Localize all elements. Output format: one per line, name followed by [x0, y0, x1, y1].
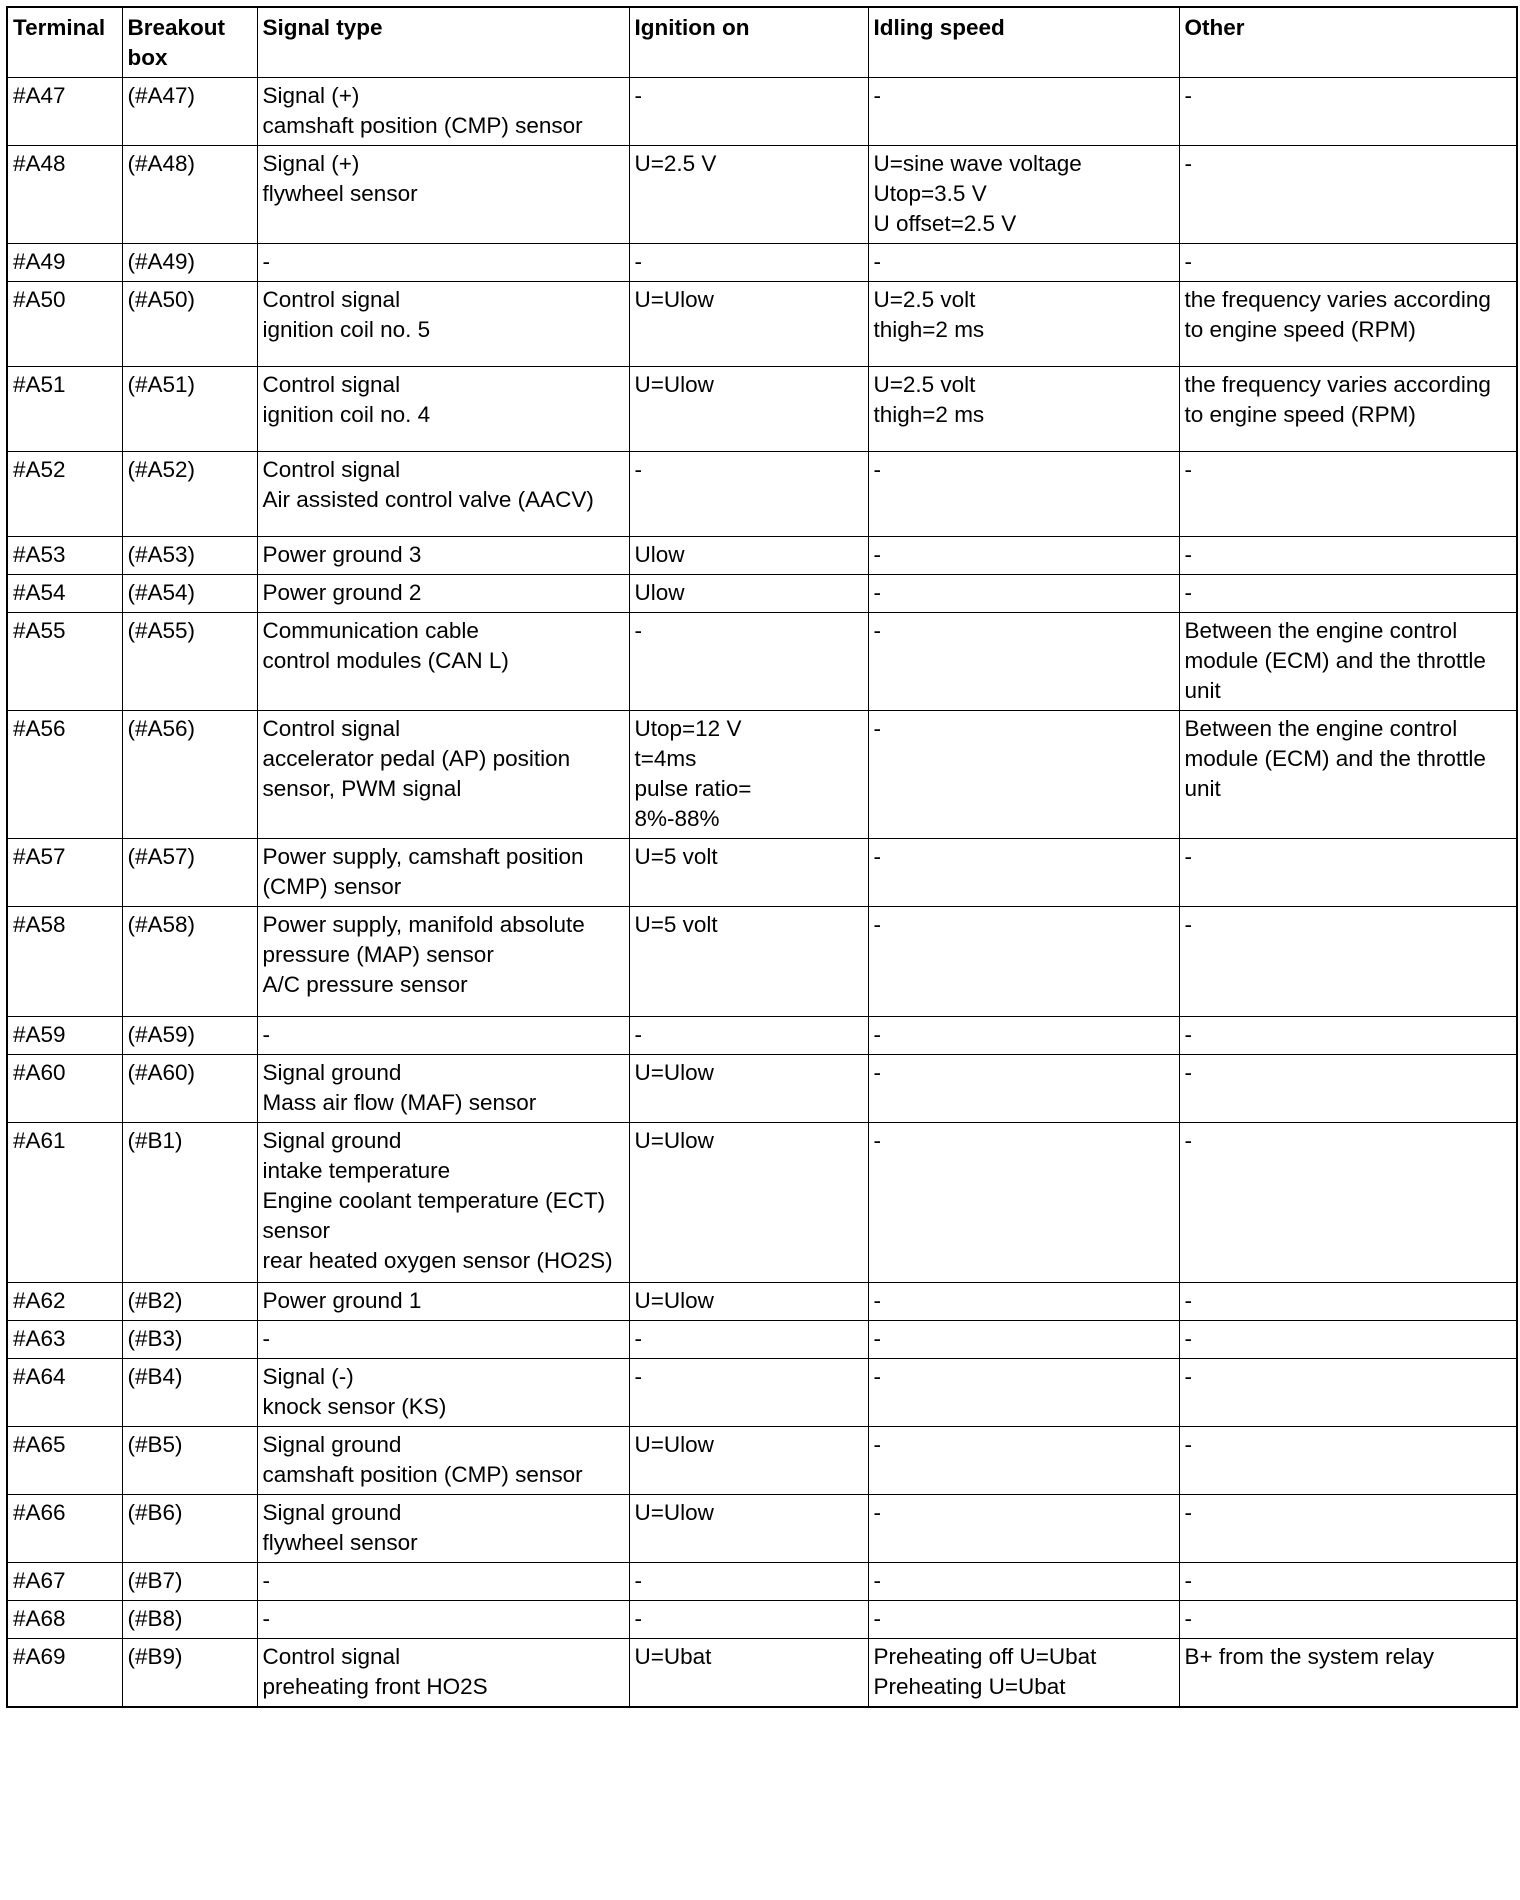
ignition-on-cell: -: [629, 244, 868, 282]
idling-speed-cell: -: [868, 452, 1179, 537]
signal-type-cell: Signal ground intake temperature Engine coolant temperature (ECT) sensor rear heated oxygen sensor (HO2S): [257, 1123, 629, 1283]
terminal-cell: #A50: [7, 282, 122, 367]
signal-type-cell: Control signal ignition coil no. 4: [257, 367, 629, 452]
terminal-table-sheet: [6, 6, 1518, 1708]
signal-type-cell: Power supply, manifold absolute pressure (MAP) sensor A/C pressure sensor: [257, 907, 629, 1017]
ignition-on-cell: U=Ulow: [629, 1055, 868, 1123]
terminal-cell: #A53: [7, 537, 122, 575]
idling-speed-cell: -: [868, 575, 1179, 613]
terminal-cell: #A48: [7, 146, 122, 244]
ignition-on-cell: U=Ulow: [629, 282, 868, 367]
table-row: [7, 78, 1517, 146]
signal-type-cell: -: [257, 1321, 629, 1359]
signal-type-cell: Control signal preheating front HO2S: [257, 1639, 629, 1708]
ignition-on-cell: -: [629, 1601, 868, 1639]
signal-type-cell: -: [257, 1017, 629, 1055]
other-cell: -: [1179, 1563, 1517, 1601]
idling-speed-cell: -: [868, 1123, 1179, 1283]
breakout-box-cell: (#B7): [122, 1563, 257, 1601]
breakout-box-cell: (#A56): [122, 711, 257, 839]
idling-speed-cell: -: [868, 613, 1179, 711]
idling-speed-cell: -: [868, 537, 1179, 575]
ignition-on-cell: -: [629, 1563, 868, 1601]
signal-type-cell: Signal ground Mass air flow (MAF) sensor: [257, 1055, 629, 1123]
breakout-box-cell: (#A58): [122, 907, 257, 1017]
terminal-cell: #A51: [7, 367, 122, 452]
other-cell: -: [1179, 537, 1517, 575]
table-row: [7, 1359, 1517, 1427]
other-cell: -: [1179, 1495, 1517, 1563]
header-signal-type: Signal type: [257, 7, 629, 78]
table-row: [7, 1495, 1517, 1563]
other-cell: -: [1179, 78, 1517, 146]
table-row: [7, 282, 1517, 367]
breakout-box-cell: (#B8): [122, 1601, 257, 1639]
other-cell: B+ from the system relay: [1179, 1639, 1517, 1708]
other-cell: -: [1179, 1283, 1517, 1321]
terminal-cell: #A60: [7, 1055, 122, 1123]
terminal-cell: #A62: [7, 1283, 122, 1321]
signal-type-cell: Control signal accelerator pedal (AP) position sensor, PWM signal: [257, 711, 629, 839]
idling-speed-cell: -: [868, 1017, 1179, 1055]
terminal-cell: #A49: [7, 244, 122, 282]
table-row: [7, 1017, 1517, 1055]
signal-type-cell: Power supply, camshaft position (CMP) sensor: [257, 839, 629, 907]
idling-speed-cell: -: [868, 839, 1179, 907]
breakout-box-cell: (#A47): [122, 78, 257, 146]
breakout-box-cell: (#B3): [122, 1321, 257, 1359]
idling-speed-cell: -: [868, 1283, 1179, 1321]
table-row: [7, 537, 1517, 575]
signal-type-cell: Control signal Air assisted control valve (AACV): [257, 452, 629, 537]
table-row: [7, 367, 1517, 452]
other-cell: -: [1179, 839, 1517, 907]
other-cell: -: [1179, 575, 1517, 613]
table-row: [7, 1321, 1517, 1359]
idling-speed-cell: -: [868, 1563, 1179, 1601]
terminal-cell: #A56: [7, 711, 122, 839]
idling-speed-cell: -: [868, 711, 1179, 839]
breakout-box-cell: (#B1): [122, 1123, 257, 1283]
table-row: [7, 1055, 1517, 1123]
other-cell: -: [1179, 1055, 1517, 1123]
idling-speed-cell: -: [868, 244, 1179, 282]
idling-speed-cell: -: [868, 907, 1179, 1017]
ignition-on-cell: -: [629, 452, 868, 537]
other-cell: -: [1179, 1427, 1517, 1495]
table-row: [7, 1563, 1517, 1601]
table-row: [7, 452, 1517, 537]
terminal-cell: #A64: [7, 1359, 122, 1427]
terminal-cell: #A52: [7, 452, 122, 537]
idling-speed-cell: U=2.5 volt thigh=2 ms: [868, 367, 1179, 452]
header-ignition-on: Ignition on: [629, 7, 868, 78]
table-row: [7, 1123, 1517, 1283]
breakout-box-cell: (#A48): [122, 146, 257, 244]
terminal-cell: #A57: [7, 839, 122, 907]
other-cell: Between the engine control module (ECM) and the throttle unit: [1179, 613, 1517, 711]
ignition-on-cell: U=Ulow: [629, 1283, 868, 1321]
breakout-box-cell: (#A60): [122, 1055, 257, 1123]
idling-speed-cell: -: [868, 1359, 1179, 1427]
breakout-box-cell: (#B9): [122, 1639, 257, 1708]
terminal-cell: #A58: [7, 907, 122, 1017]
ignition-on-cell: U=5 volt: [629, 839, 868, 907]
terminal-cell: #A67: [7, 1563, 122, 1601]
other-cell: -: [1179, 1123, 1517, 1283]
signal-type-cell: Power ground 1: [257, 1283, 629, 1321]
idling-speed-cell: -: [868, 1601, 1179, 1639]
ignition-on-cell: U=2.5 V: [629, 146, 868, 244]
signal-type-cell: Communication cable control modules (CAN L): [257, 613, 629, 711]
terminal-cell: #A69: [7, 1639, 122, 1708]
other-cell: the frequency varies according to engine speed (RPM): [1179, 367, 1517, 452]
terminal-cell: #A68: [7, 1601, 122, 1639]
table-row: [7, 613, 1517, 711]
terminal-cell: #A63: [7, 1321, 122, 1359]
terminal-cell: #A55: [7, 613, 122, 711]
breakout-box-cell: (#A50): [122, 282, 257, 367]
ignition-on-cell: U=Ulow: [629, 1427, 868, 1495]
idling-speed-cell: -: [868, 78, 1179, 146]
signal-type-cell: Signal (+) flywheel sensor: [257, 146, 629, 244]
terminal-cell: #A66: [7, 1495, 122, 1563]
idling-speed-cell: -: [868, 1321, 1179, 1359]
table-row: [7, 839, 1517, 907]
idling-speed-cell: -: [868, 1495, 1179, 1563]
terminal-cell: #A47: [7, 78, 122, 146]
terminal-cell: #A54: [7, 575, 122, 613]
ignition-on-cell: U=Ulow: [629, 1123, 868, 1283]
signal-type-cell: Signal (+) camshaft position (CMP) sensor: [257, 78, 629, 146]
ignition-on-cell: -: [629, 1359, 868, 1427]
table-row: [7, 1639, 1517, 1708]
other-cell: -: [1179, 244, 1517, 282]
other-cell: -: [1179, 1601, 1517, 1639]
terminal-cell: #A61: [7, 1123, 122, 1283]
signal-type-cell: Power ground 3: [257, 537, 629, 575]
terminal-cell: #A65: [7, 1427, 122, 1495]
breakout-box-cell: (#B6): [122, 1495, 257, 1563]
ignition-on-cell: U=5 volt: [629, 907, 868, 1017]
table-row: [7, 575, 1517, 613]
idling-speed-cell: U=2.5 volt thigh=2 ms: [868, 282, 1179, 367]
breakout-box-cell: (#A54): [122, 575, 257, 613]
table-row: [7, 1601, 1517, 1639]
ignition-on-cell: Ulow: [629, 537, 868, 575]
signal-type-cell: Control signal ignition coil no. 5: [257, 282, 629, 367]
header-idling-speed: Idling speed: [868, 7, 1179, 78]
ignition-on-cell: Utop=12 V t=4ms pulse ratio= 8%-88%: [629, 711, 868, 839]
breakout-box-cell: (#B4): [122, 1359, 257, 1427]
ignition-on-cell: U=Ulow: [629, 1495, 868, 1563]
other-cell: -: [1179, 907, 1517, 1017]
signal-type-cell: Signal ground camshaft position (CMP) sensor: [257, 1427, 629, 1495]
ignition-on-cell: U=Ulow: [629, 367, 868, 452]
header-terminal: Terminal: [7, 7, 122, 78]
terminal-cell: #A59: [7, 1017, 122, 1055]
other-cell: -: [1179, 146, 1517, 244]
idling-speed-cell: Preheating off U=Ubat Preheating U=Ubat: [868, 1639, 1179, 1708]
breakout-box-cell: (#A51): [122, 367, 257, 452]
ignition-on-cell: -: [629, 1017, 868, 1055]
table-row: [7, 907, 1517, 1017]
ignition-on-cell: U=Ubat: [629, 1639, 868, 1708]
other-cell: -: [1179, 452, 1517, 537]
breakout-box-cell: (#A57): [122, 839, 257, 907]
idling-speed-cell: -: [868, 1427, 1179, 1495]
idling-speed-cell: -: [868, 1055, 1179, 1123]
ignition-on-cell: -: [629, 1321, 868, 1359]
breakout-box-cell: (#A55): [122, 613, 257, 711]
header-breakout-box: Breakout box: [122, 7, 257, 78]
other-cell: Between the engine control module (ECM) and the throttle unit: [1179, 711, 1517, 839]
signal-type-cell: Power ground 2: [257, 575, 629, 613]
other-cell: -: [1179, 1359, 1517, 1427]
table-row: [7, 711, 1517, 839]
other-cell: the frequency varies according to engine speed (RPM): [1179, 282, 1517, 367]
table-row: [7, 1283, 1517, 1321]
table-body: [7, 78, 1517, 1708]
breakout-box-cell: (#A53): [122, 537, 257, 575]
signal-type-cell: -: [257, 244, 629, 282]
signal-type-cell: Signal ground flywheel sensor: [257, 1495, 629, 1563]
terminal-signal-table: [6, 6, 1518, 1708]
ignition-on-cell: -: [629, 78, 868, 146]
signal-type-cell: -: [257, 1563, 629, 1601]
breakout-box-cell: (#A59): [122, 1017, 257, 1055]
table-row: [7, 1427, 1517, 1495]
table-header-row: [7, 7, 1517, 78]
ignition-on-cell: -: [629, 613, 868, 711]
table-row: [7, 244, 1517, 282]
breakout-box-cell: (#B5): [122, 1427, 257, 1495]
other-cell: -: [1179, 1017, 1517, 1055]
other-cell: -: [1179, 1321, 1517, 1359]
idling-speed-cell: U=sine wave voltage Utop=3.5 V U offset=2.5 V: [868, 146, 1179, 244]
ignition-on-cell: Ulow: [629, 575, 868, 613]
breakout-box-cell: (#A52): [122, 452, 257, 537]
header-other: Other: [1179, 7, 1517, 78]
breakout-box-cell: (#B2): [122, 1283, 257, 1321]
table-row: [7, 146, 1517, 244]
breakout-box-cell: (#A49): [122, 244, 257, 282]
signal-type-cell: -: [257, 1601, 629, 1639]
signal-type-cell: Signal (-) knock sensor (KS): [257, 1359, 629, 1427]
